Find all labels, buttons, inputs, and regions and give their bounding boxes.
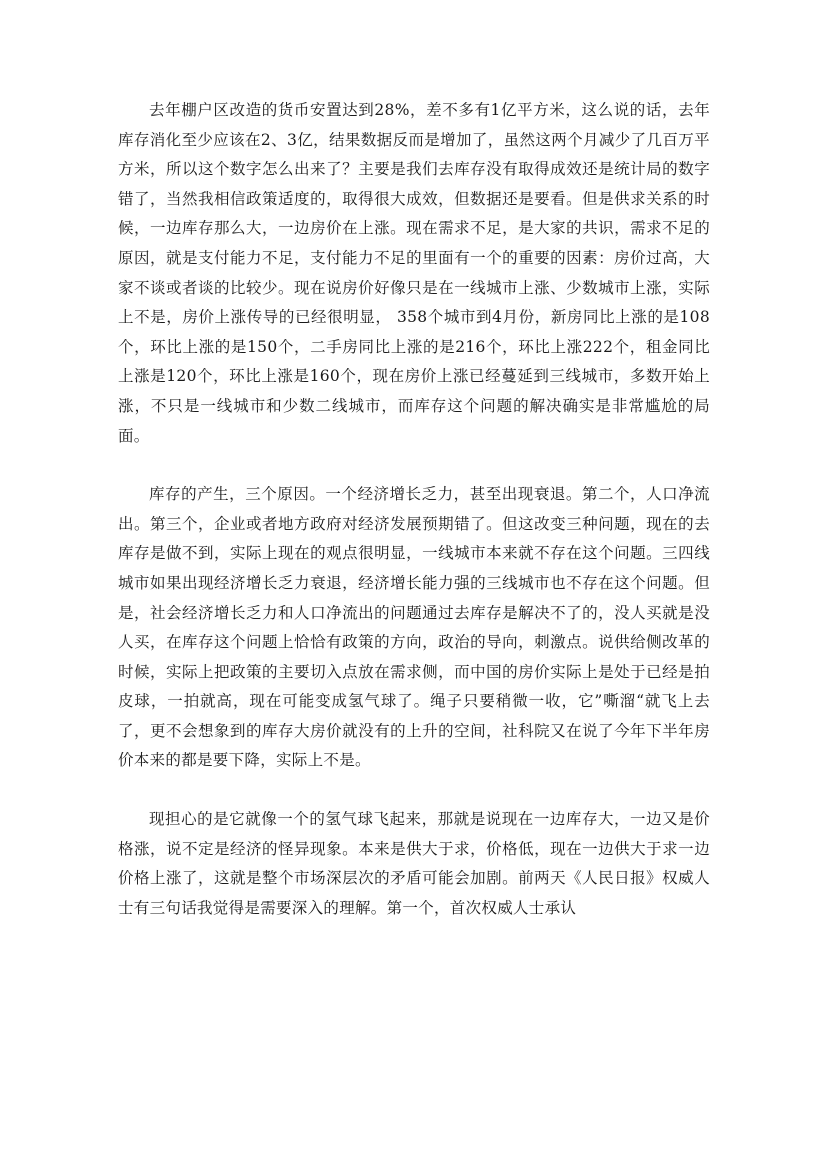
paragraph-1: 去年棚户区改造的货币安置达到28%，差不多有1亿平方米，这么说的话，去年库存消化至少应该在2、3亿，结果数据反而是增加了，虽然这两个月减少了几百万平方米，所以这个数字怎么出来了？主要是我们去库存没有取得成效还是统计局的数字错了，当然我相信政策适度的，取得很大成效，但数据还是要看。但是供求关系的时候，一边库存那么大，一边房价在上涨。现在需求不足，是大家的共识，需求不足的原因，就是支付能力不足，支付能力不足的里面有一个的重要的因素：房价过高，大家不谈或者谈的比较少。现在说房价好像只是在一线城市上涨、少数城市上涨，实际上不是，房价上涨传导的已经很明显， 358个城市到4月份，新房同比上涨的是108个，环比上涨的是150个，二手房同比上涨的是216个，环比上涨222个，租金同比上涨是120个，环比上涨是160个，现在房价上涨已经蔓延到三线城市，多数开始上涨，不只是一线城市和少数二线城市，而库存这个问题的解决确实是非常尴尬的局面。 (118, 101, 710, 445)
paragraph-3: 现担心的是它就像一个的氢气球飞起来，那就是说现在一边库存大，一边又是价格涨，说不定是经济的怪异现象。本来是供大于求，价格低，现在一边供大于求一边价格上涨了，这就是整个市场深层次的矛盾可能会加剧。前两天《人民日报》权威人士有三句话我觉得是需要深入的理解。第一个，首次权威人士承认 (118, 810, 710, 917)
paragraph-2: 库存的产生，三个原因。一个经济增长乏力，甚至出现衰退。第二个，人口净流出。第三个，企业或者地方政府对经济发展预期错了。但这改变三种问题，现在的去库存是做不到，实际上现在的观点很明显，一线城市本来就不存在这个问题。三四线城市如果出现经济增长乏力衰退，经济增长能力强的三线城市也不存在这个问题。但是，社会经济增长乏力和人口净流出的问题通过去库存是解决不了的，没人买就是没人买，在库存这个问题上恰恰有政策的方向，政治的导向，刺激点。说供给侧改革的时候，实际上把政策的主要切入点放在需求侧，而中国的房价实际上是处于已经是拍皮球，一拍就高，现在可能变成氢气球了。绳子只要稍微一收，它”嘶溜“就飞上去了，更不会想象到的库存大房价就没有的上升的空间，社科院又在说了今年下半年房价本来的都是要下降，实际上不是。 (118, 485, 710, 770)
document-page (118, 96, 710, 923)
